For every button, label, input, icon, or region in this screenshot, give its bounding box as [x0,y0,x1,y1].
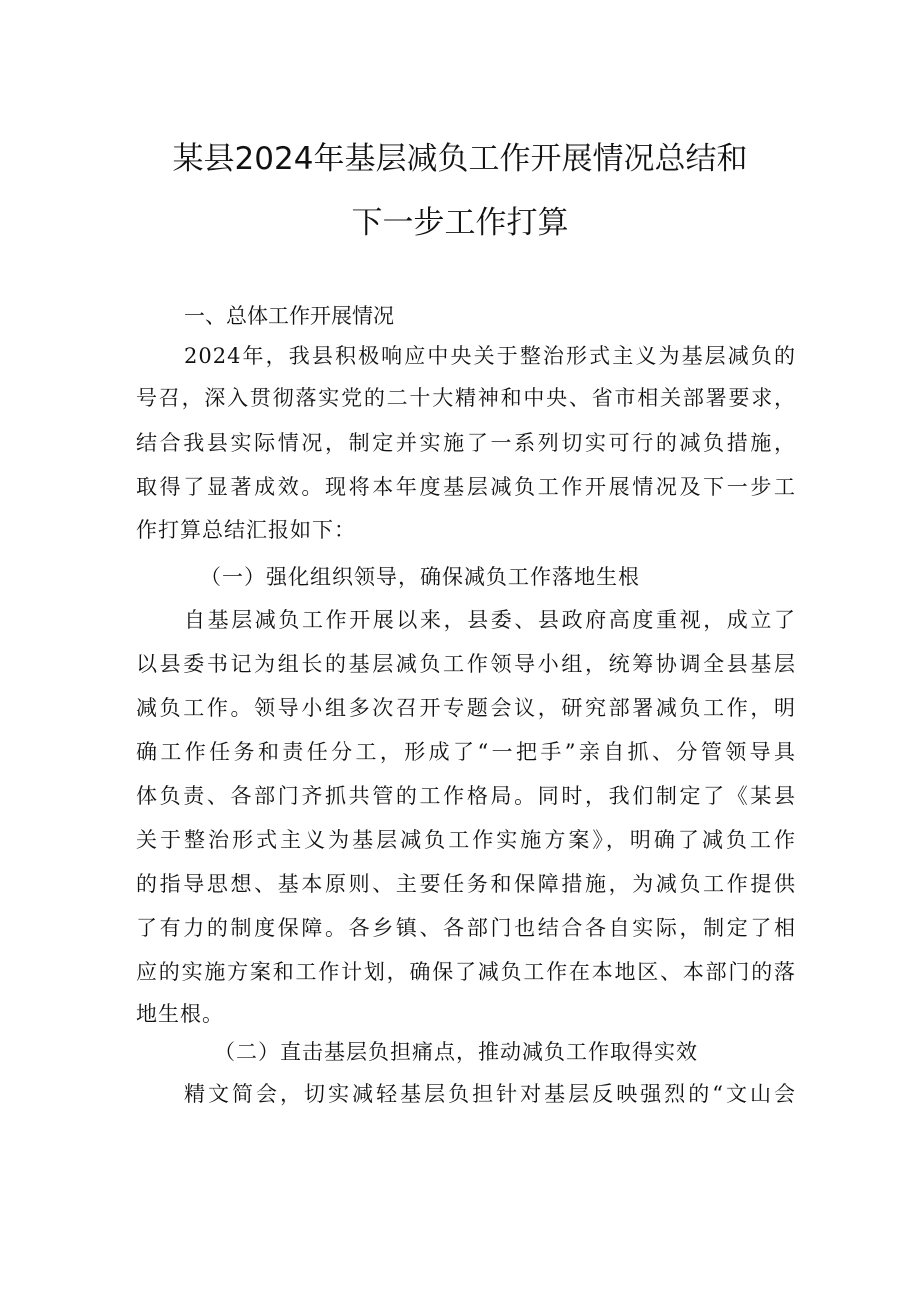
paragraph-line: 取得了显著成效。现将本年度基层减负工作开展情况及下一步工 [136,475,796,499]
paragraph-line: 体负责、各部门齐抓共管的工作格局。同时，我们制定了《某县 [136,784,796,808]
subsection-heading: （二）直击基层负担痛点，推动减负工作取得实效 [214,1040,698,1064]
paragraph-line: 2024年，我县积极响应中央关于整治形式主义为基层减负的 [184,344,796,368]
document-title-line-2: 下一步工作打算 [351,205,569,241]
paragraph-line: 减负工作。领导小组多次召开专题会议，研究部署减负工作，明 [136,696,796,720]
paragraph-line: 精文简会，切实减轻基层负担针对基层反映强烈的“文山会 [184,1082,796,1106]
paragraph-line: 自基层减负工作开展以来，县委、县政府高度重视，成立了 [184,608,796,632]
paragraph-line: 了有力的制度保障。各乡镇、各部门也结合各自实际，制定了相 [136,916,796,940]
paragraph-line: 应的实施方案和工作计划，确保了减负工作在本地区、本部门的落 [136,960,796,984]
paragraph-line: 号召，深入贯彻落实党的二十大精神和中央、省市相关部署要求， [136,386,796,410]
paragraph-line: 地生根。 [136,1002,224,1026]
paragraph-line: 的指导思想、基本原则、主要任务和保障措施，为减负工作提供 [136,872,796,896]
paragraph-line: 作打算总结汇报如下： [136,518,356,542]
paragraph-line: 以县委书记为组长的基层减负工作领导小组，统筹协调全县基层 [136,652,796,676]
document-title-line-1: 某县2024年基层减负工作开展情况总结和 [172,141,748,177]
section-heading: 一、总体工作开展情况 [184,304,394,328]
paragraph-line: 确工作任务和责任分工，形成了“一把手”亲自抓、分管领导具 [136,740,796,764]
paragraph-line: 关于整治形式主义为基层减负工作实施方案》，明确了减负工作 [136,828,796,852]
paragraph-line: 结合我县实际情况，制定并实施了一系列切实可行的减负措施， [136,431,796,455]
subsection-heading: （一）强化组织领导，确保减负工作落地生根 [200,565,640,589]
